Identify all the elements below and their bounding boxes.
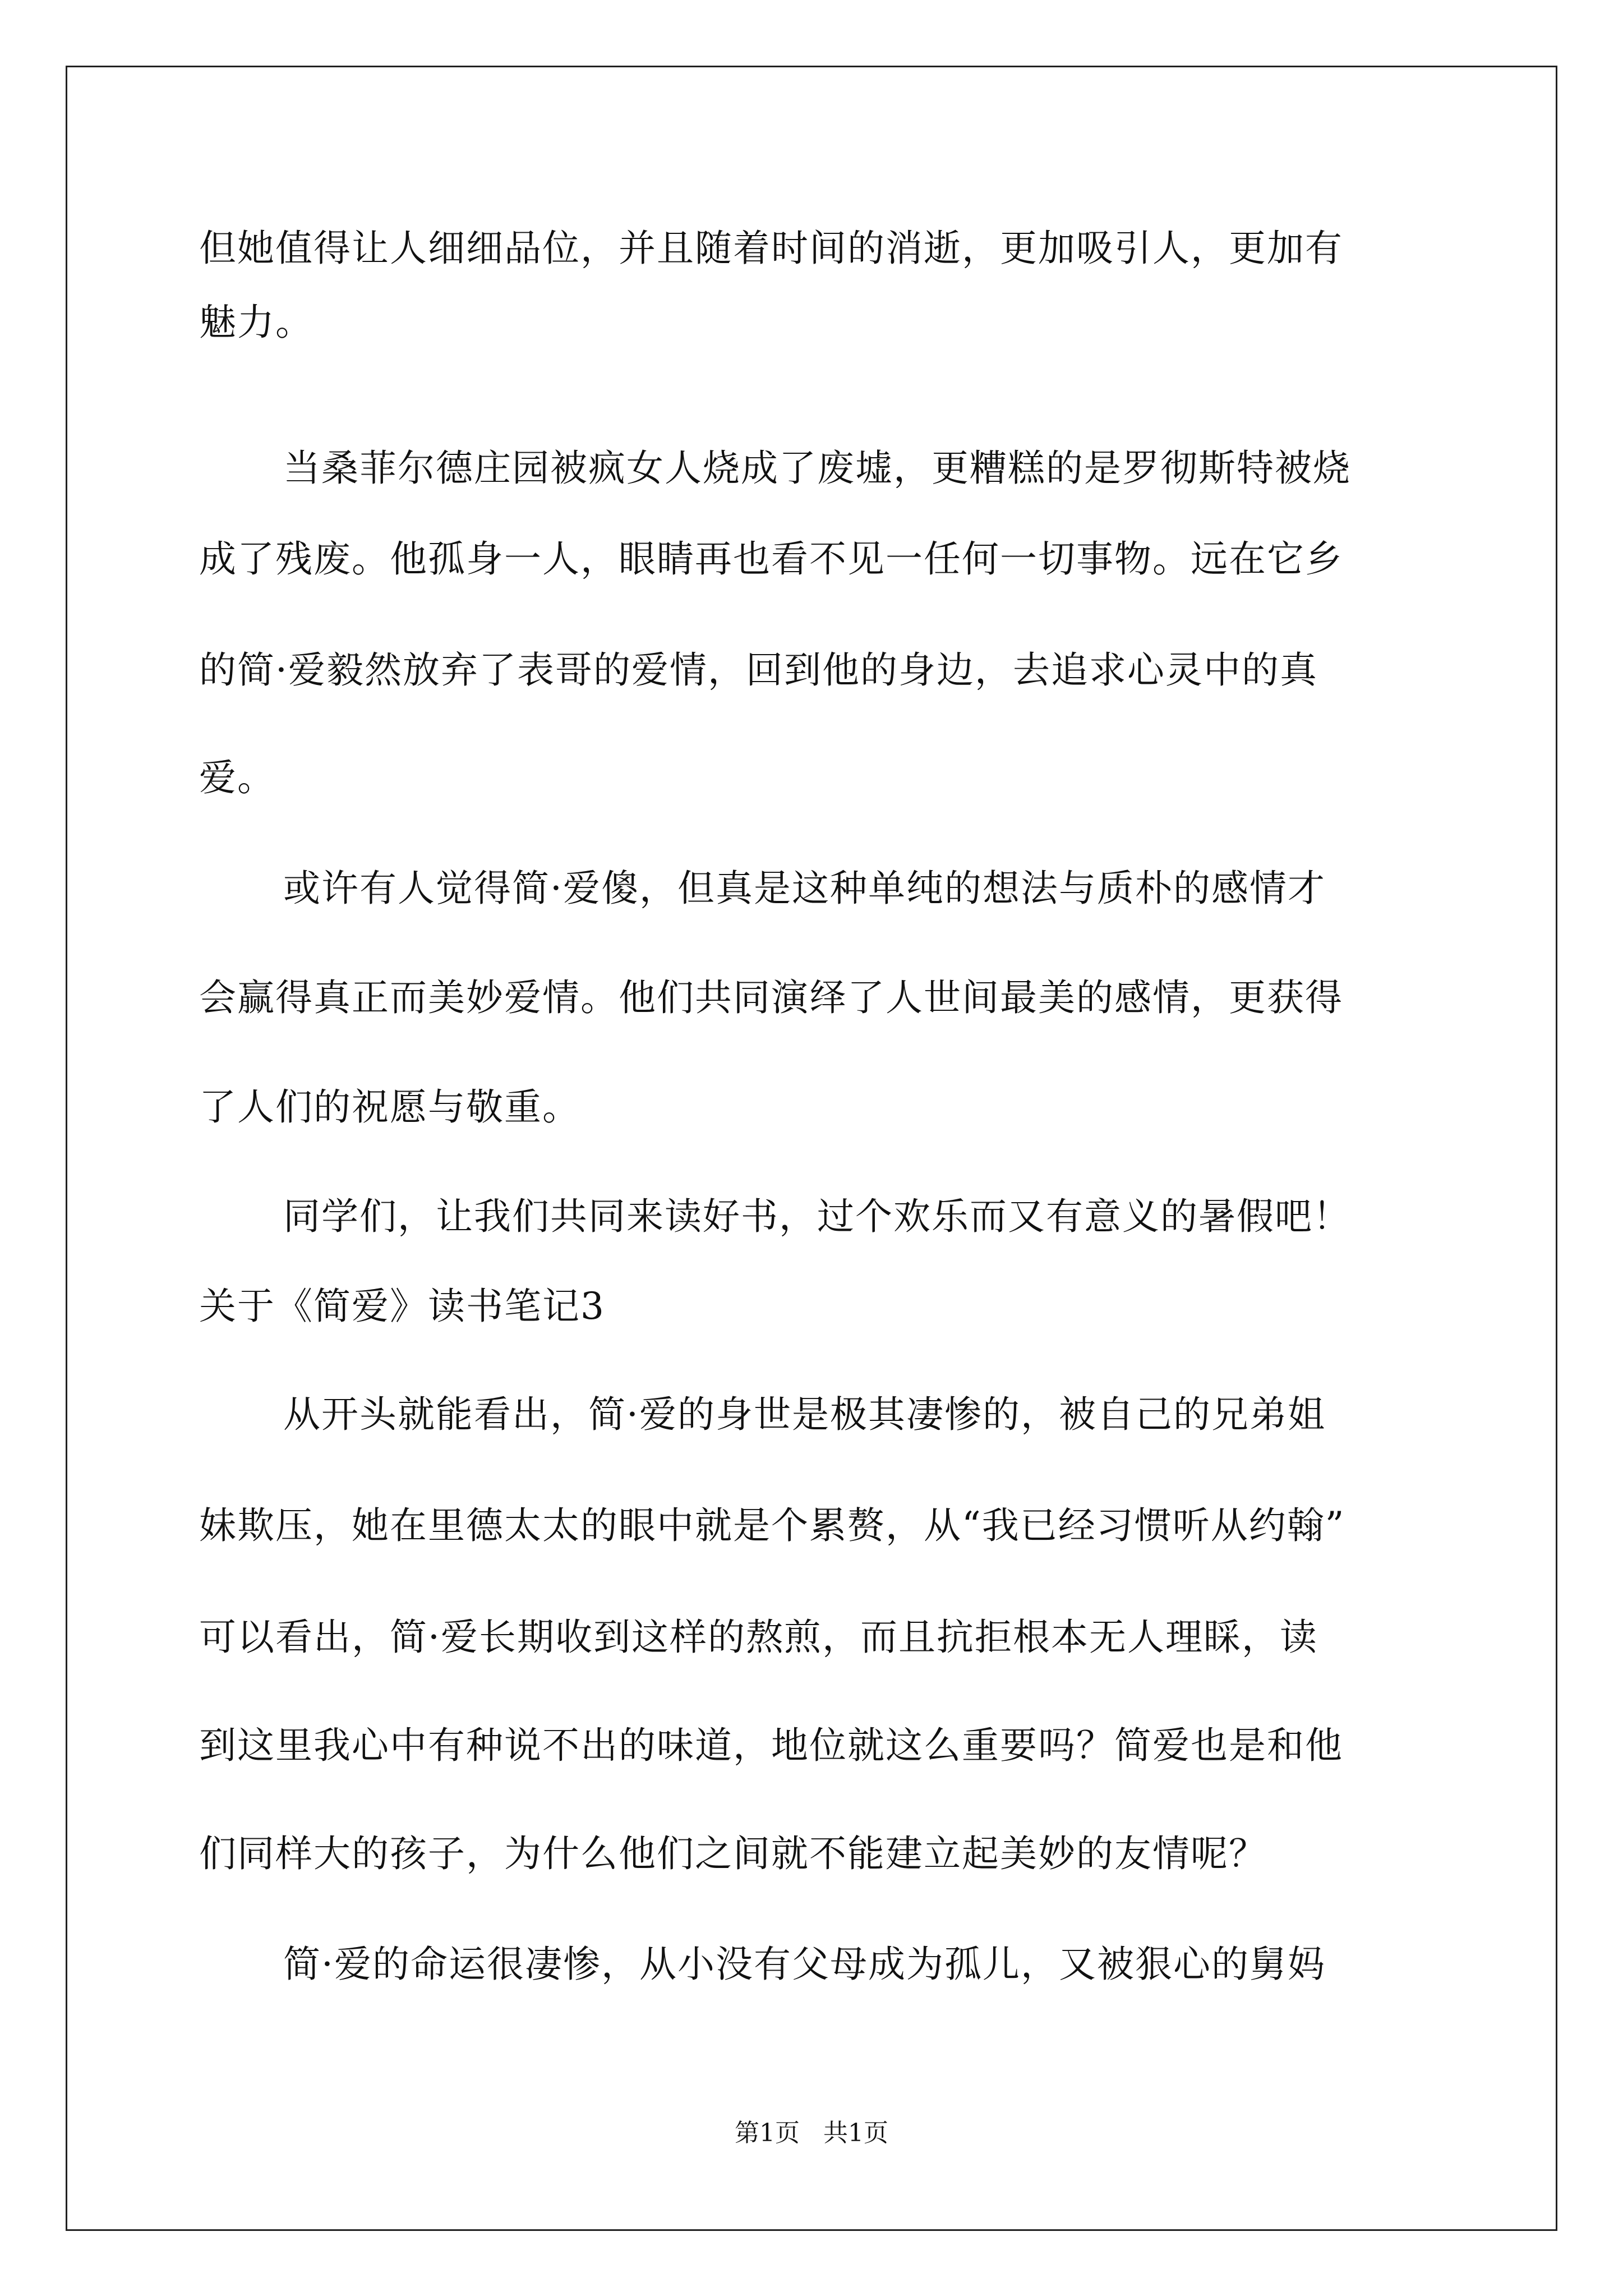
- section-heading: 关于《简爱》读书笔记3: [199, 1285, 605, 1328]
- paragraph-line: 到这里我心中有种说不出的味道，地位就这么重要吗？简爱也是和他: [199, 1724, 1343, 1767]
- paragraph-line: 从开头就能看出，简·爱的身世是极其凄惨的，被自己的兄弟姐: [283, 1393, 1326, 1436]
- paragraph-line: 妹欺压，她在里德太太的眼中就是个累赘，从“我已经习惯听从约翰”: [199, 1504, 1345, 1547]
- paragraph-line: 简·爱的命运很凄惨，从小没有父母成为孤儿，又被狠心的舅妈: [283, 1943, 1326, 1986]
- page-border: [66, 66, 1557, 2231]
- page-number-footer: 第1页 共1页: [735, 2119, 888, 2147]
- paragraph-line: 同学们，让我们共同来读好书，过个欢乐而又有意义的暑假吧！: [283, 1195, 1351, 1238]
- paragraph-line: 了人们的祝愿与敬重。: [199, 1085, 580, 1129]
- paragraph-line: 们同样大的孩子，为什么他们之间就不能建立起美妙的友情呢？: [199, 1832, 1267, 1875]
- paragraph-line: 成了残废。他孤身一人，眼睛再也看不见一任何一切事物。远在它乡: [199, 537, 1343, 581]
- paragraph-line: 但她值得让人细细品位，并且随着时间的消逝，更加吸引人，更加有: [199, 227, 1343, 270]
- paragraph-line: 魅力。: [199, 301, 313, 344]
- paragraph-line: 爱。: [199, 756, 275, 799]
- paragraph-line: 会赢得真正而美妙爱情。他们共同演绎了人世间最美的感情，更获得: [199, 976, 1343, 1019]
- paragraph-line: 或许有人觉得简·爱傻，但真是这种单纯的想法与质朴的感情才: [283, 867, 1326, 910]
- paragraph-line: 的简·爱毅然放弃了表哥的爱情，回到他的身边，去追求心灵中的真: [199, 648, 1318, 692]
- paragraph-line: 当桑菲尔德庄园被疯女人烧成了废墟，更糟糕的是罗彻斯特被烧: [283, 447, 1351, 490]
- paragraph-line: 可以看出，简·爱长期收到这样的熬煎，而且抗拒根本无人理睬，读: [199, 1616, 1318, 1659]
